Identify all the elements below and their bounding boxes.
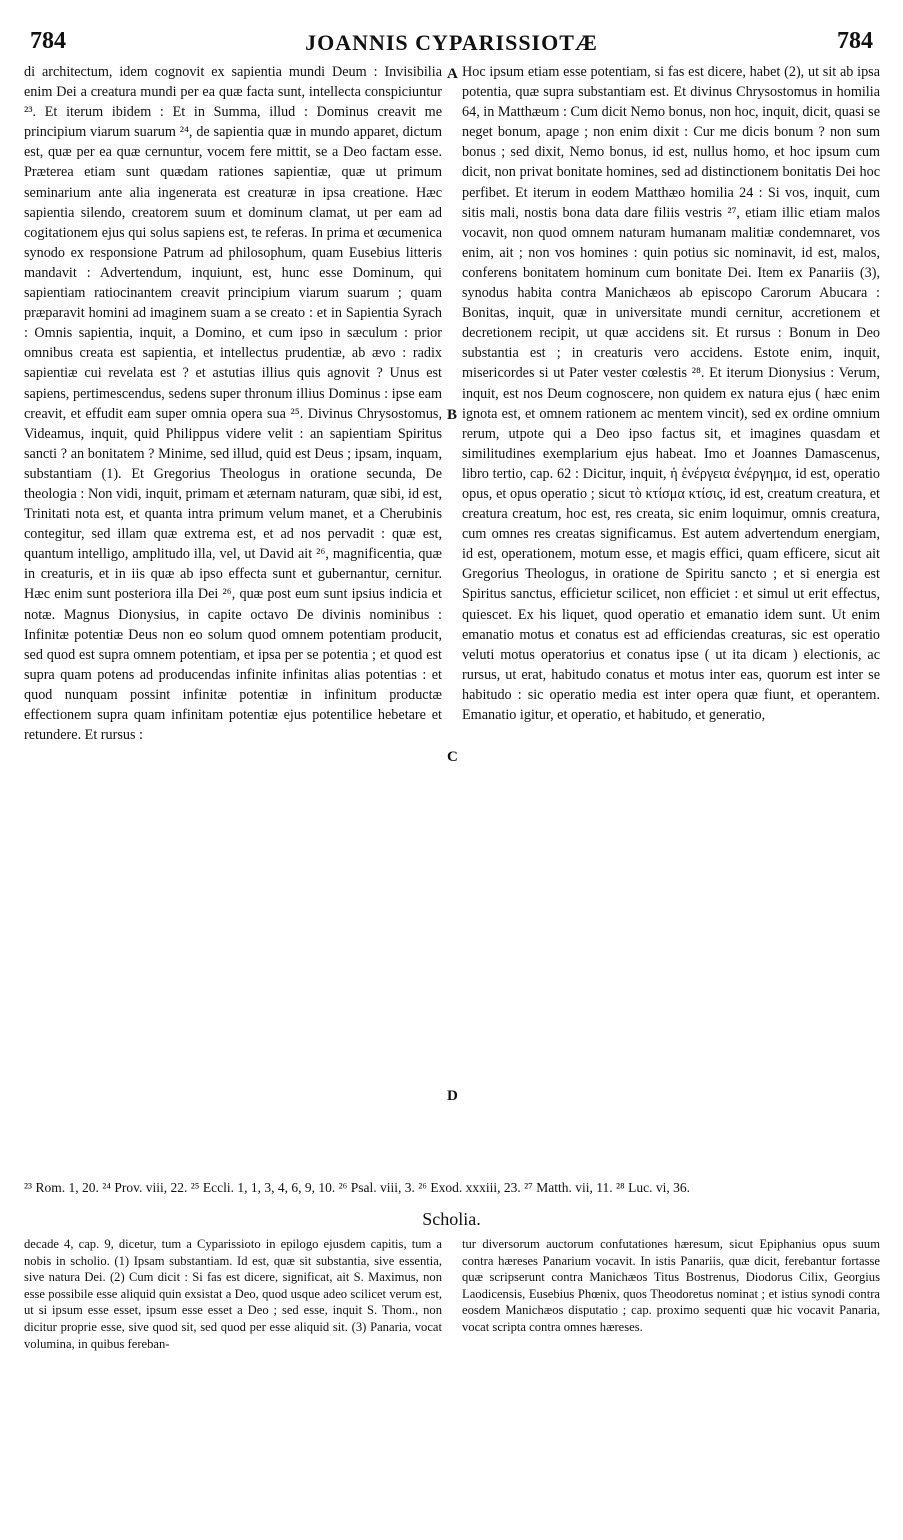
footnotes (24, 1178, 879, 1200)
running-title: JOANNIS CYPARISSIOTÆ (305, 30, 598, 55)
page-header (28, 28, 875, 58)
scholia-left-text: decade 4, cap. 9, dicetur, tum a Cyparissioto in epilogo ejusdem capitis, tum a nobis in scholio. (1) Ipsam substantiam. Id est, quæ sit substantia, sive essentia, sive natura Dei. (2) Cum dicit : Si fas est dicere, significat, ait S. Maximus, non esse possibile esse aliquid quin exsistat a Deo, quod usque adeo scilicet verum est, ut si ipsum esse esset, ipsum esse esset a Deo ; sed esse, inquit S. Thom., non dicitur proprie esse, sive quod sit, sed quod per esse aliquid sit. (3) Panaria, vocat volumina, in quibus fereban- (24, 1237, 442, 1351)
scholia-right-text: tur diversorum auctorum confutationes hæresum, sicut Epiphanius opus suum contra hæreses Panarium vocavit. In istis Panariis, quæ dicit, ferebantur fortasse quæ scripserunt contra Manichæos Titus Bostrenus, Diodorus Cilix, Georgius Laodicensis, Eusebius Phœnix, quos Theodoretus nominat ; et istius synodi contra eosdem Manichæos disputatio ; cap. proximo sequenti quæ hic vocavit Panaria, vocat scripta contra omnes hæreses. (462, 1237, 880, 1334)
left-column-text: di architectum, idem cognovit ex sapientia mundi Deum : Invisibilia enim Dei a creatura mundi per ea quæ facta sunt, intellecta conspiciuntur ²³. Et iterum ibidem : Et in Summa, illud : Dominus creavit me principium viarum suarum ²⁴, de sapientia quæ in mundo apparet, dictum est, quæ per ea quæ cernuntur, vocem fere mittit, se a Deo factam esse. Præterea etiam sunt quædam rationes sapientiæ, quæ ut primum seminarium ante alia ingenerata est creaturæ in ipsa creatione. Hæc sapientia silendo, creatorem suum et dominum clamat, ut per eam ad cogitationem ejus qui solus sapiens est, te referas. In prima et œcumenica synodo ex responsione Patrum ad philosophum, quam Eusebius litteris mandavit : Advertendum, inquiunt, est, hunc esse Dominum, qui sapientiam ratiocinantem creavit principium viarum suarum ; quam præparavit homini ad imaginem suam a se creato : et in Sapientia Syrach : Omnis sapientia, inquit, a Domino, et cum ipso in sæculum : prior omnibus creata est sapientia, et intellectus prudentiæ, ab ævo : radix sapientiæ cui revelata est ? et astutias illius quis agnovit ? Unus est sapiens, pertimescendus, sedens super thronum illius Dominus : ipse eam creavit, et effudit eam super omnia opera sua ²⁵. Divinus Chrysostomus, Videamus, inquit, quid Philippus videre velit : an sapientiam Spiritus sancti ? an bonitatem ? Minime, sed illud, quid est Deus ; ipsam, inquam, substantiam (1). Et Gregorius Theologus in oratione secunda, De theologia : Non vidi, inquit, primam et æternam naturam, quæ sibi, id est, Trinitati nota est, et quanta intra primum velum manet, et a Cherubinis contegitur, sed illam quæ extrema est, et ad nos pervadit : quæ est, quantum intelligo, amplitudo illa, vel, ut David ait ²⁶, magnificentia, quæ in creaturis, et in iis quæ ab ipso effecta sunt et gubernantur, cernitur. Hæc enim sunt posteriora illa Dei ²⁶, quæ post eum sunt ipsius indicia et notæ. Magnus Dionysius, in capite octavo De divinis nominibus : Infinitæ potentiæ Deus non eo solum quod omnem potentiam producit, sed quod est supra omnem potentiam, et ipsa per se potentia ; et quod est supra quam potens ad producendas infinite infinitas alias potentias : et quod nunquam possint infinitæ potentiæ in infinitum productæ effectionem supra quam infinitam potentiæ ejus potentilice hebetare et retundere. Et rursus : (24, 64, 442, 744)
scholia-heading: Scholia. (422, 1209, 481, 1229)
scholia-left-column (24, 1236, 442, 1526)
page-number-left: 784 (30, 28, 66, 54)
main-text-left-column (24, 62, 442, 1162)
right-column-text: Hoc ipsum etiam esse potentiam, si fas est dicere, habet (2), ut sit ab ipsa potentia, quæ supra substantiam est. Et divinus Chrysostomus in homilia 64, in Matthæum : Cum dicit Nemo bonus, non hoc, inquit, dicit, quasi se neget bonum, apage ; non enim dixit : Cur me dicis bonum ? non sum bonus ; sed dixit, Nemo bonus, id est, nullus homo, et hoc ipsum cum dicit, non privat bonitate homines, sed ad distinctionem bonitatis Dei hoc perfibet. Et iterum in eodem Matthæo homilia 24 : Si vos, inquit, cum sitis mali, nostis bona data dare filiis vestris ²⁷, etiam illic etiam malos vocavit, non quod omnem naturam humanam malitiæ condemnaret, vos enim, ait ; non vos homines : quin potius sic nominavit, id est, malos, conferens bonitatem hominum cum bonitate Dei. Item ex Panariis (3), synodus habita contra Manichæos ab episcopo Carorum Abucara : Bonitas, inquit, quæ in universitate mundi cernitur, accretionem et decretionem recipit, ut quæ accidens sit. Et rursus : Bonum in Deo substantia est ; in creaturis vero accidens. Estote enim, inquit, misericordes si ut Pater vester cœlestis ²⁸. Et iterum Dionysius : Verum, inquit, est nos Deum cognoscere, non quidem ex natura ejus ( hæc enim ignota est, et omnem rationem ac mentem vincit), sed ex ordine omnium rerum, utpote qui a Deo ipso factus sit, et imagines quasdam et similitudines exemplarium ejus habeat. Imo et Joannes Damascenus, libro tertio, cap. 62 : Dicitur, inquit, ἡ ἐνέργεια ἐνέργημα, id est, operatio opus, et opus operatio ; sicut τὸ κτίσμα κτίσις, id est, creatum creatura, et creatura creatum, hoc est, res creata, sic enim loquimur, omnis creatura, cum omnes res creatas significamus. Est autem advertendum energiam, id est, operationem, motum esse, et magis effici, quam efficere, sicut ait Gregorius Theologus, in oratione de Spiritu sancto ; et si energia est Spiritus sanctus, efficietur scilicet, non efficiet : et simul ut erit effectus, quiescet. Ex his liquet, quod operatio et emanatio idem sunt. Ut enim emanatio motus et conatus est ad efficiendas creaturas, sic est operatio veluti motus operatorius et conatus ipse ( ut ita dicam ) electionis, ac rursus, ut erat, habitudo conatus et motus inter eas, quorum est inter se habitudo : sic operatio media est inter opera quæ fiunt, et operantem. Emanatio igitur, et operatio, et habitudo, et generatio, (462, 64, 880, 723)
footnotes-text: ²³ Rom. 1, 20. ²⁴ Prov. viii, 22. ²⁵ Eccli. 1, 1, 3, 4, 6, 9, 10. ²⁶ Psal. viii, 3. ²⁶ Exod. xxxiii, 23. ²⁷ Matth. vii, 11. ²⁸ Luc. vi, 36. (24, 1180, 690, 1195)
margin-letter-c: C (447, 749, 458, 765)
main-text-right-column (462, 62, 880, 1162)
margin-letter-d: D (447, 1088, 458, 1104)
page-number-right: 784 (837, 28, 873, 54)
scholia-right-column (462, 1236, 880, 1526)
margin-letter-b: B (447, 407, 458, 423)
margin-letter-a: A (447, 66, 458, 82)
